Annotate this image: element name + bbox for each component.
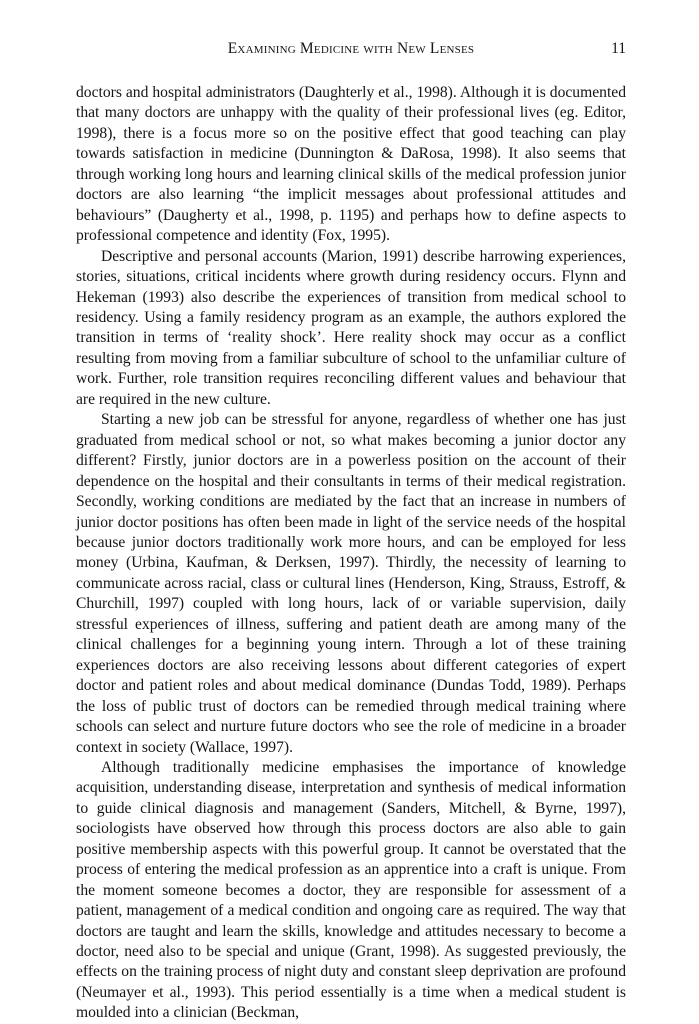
paragraph-medical-training-process: Although traditionally medicine emphasises the importance of knowledge acquisition, understanding disease, interpretation and synthesis of medical information to guide clinical diagnosis and management (Sanders, Mitchell, & Byrne, 1997), sociologists have observed how through this process doctors are also able to gain positive membership aspects with this powerful group. It cannot be overstated that the process of entering the medical profession as an apprentice into a craft is unique. From the moment someone becomes a doctor, they are responsible for assessment of a patient, management of a medical condition and ongoing care as required. The way that doctors are taught and learn the skills, knowledge and attitudes necessary to become a doctor, need also to be special and unique (Grant, 1998). As suggested previously, the effects on the training process of night duty and constant sleep deprivation are profound (Neumayer et al., 1993). This period essentially is a time when a medical student is moulded into a clinician (Beckman,: [76, 758, 626, 1022]
paragraph-continuation: doctors and hospital administrators (Daughterly et al., 1998). Although it is documented that many doctors are unhappy with the quality of their professional lives (eg. Editor, 1998), there is a focus more so on the positive effect that good teaching can play towards satisfaction in medicine (Dunnington & DaRosa, 1998). It also seems that through working long hours and learning clinical skills of the medical profession junior doctors are also learning “the implicit messages about professional attitudes and behaviours” (Daugherty et al., 1998, p. 1195) and perhaps how to define aspects to professional competence and identity (Fox, 1995).: [76, 84, 626, 245]
running-header: [76, 40, 626, 62]
body-text: [76, 83, 626, 1024]
paragraph-residency-accounts: Descriptive and personal accounts (Marion, 1991) describe harrowing experiences, stories, situations, critical incidents where growth during residency occurs. Flynn and Hekeman (1993) also describe the experiences of transition from medical school to residency. Using a family residency program as an example, the authors explored the transition in terms of ‘reality shock’. Here reality shock may occur as a conflict resulting from moving from a familiar subculture of school to the unfamiliar culture of work. Further, role transition requires reconciling different values and behaviour that are required in the new culture.: [76, 247, 626, 408]
running-title: Examining Medicine with New Lenses: [227, 40, 475, 57]
page-number: 11: [611, 40, 626, 57]
paragraph-junior-doctor-challenges: Starting a new job can be stressful for anyone, regardless of whether one has just graduated from medical school or not, so what makes becoming a junior doctor any different? Firstly, junior doctors are in a powerless position on the account of their dependence on the hospital and their consultants in terms of their medical registration. Secondly, working conditions are mediated by the fact that an increase in numbers of junior doctor positions has often been made in light of the service needs of the hospital because junior doctors traditionally work more hours, and can be employed for less money (Urbina, Kaufman, & Derksen, 1997). Thirdly, the necessity of learning to communicate across racial, class or cultural lines (Henderson, King, Strauss, Estroff, & Churchill, 1997) coupled with long hours, lack of or variable supervision, daily stressful experiences of illness, suffering and patient death are among many of the clinical challenges for a beginning young intern. Through a lot of these training experiences doctors are also receiving lessons about different categories of expert doctor and patient roles and about medical dominance (Dundas Todd, 1989). Perhaps the loss of public trust of doctors can be remedied through medical training where schools can select and nurture future doctors who see the role of medicine in a broader context in society (Wallace, 1997).: [76, 411, 626, 756]
